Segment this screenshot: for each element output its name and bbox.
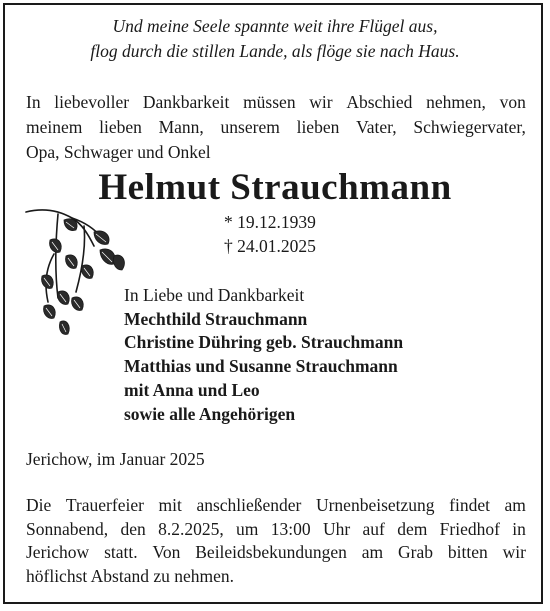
deceased-name: Helmut Strauchmann	[98, 167, 452, 208]
mourners-heading: In Liebe und Dankbarkeit	[124, 285, 305, 305]
word: Schwiegervater,	[413, 117, 526, 137]
word: dem	[397, 518, 428, 539]
ceremony-line-4: höflichst Abstand zu nehmen.	[26, 565, 235, 586]
mourner-name: sowie alle Angehörigen	[124, 403, 296, 424]
word: Trauerfeier	[65, 495, 144, 515]
word: Sonnabend,	[26, 518, 109, 539]
word: lieben	[99, 117, 142, 137]
mourner-name: Mechthild Strauchmann	[124, 308, 308, 329]
word: mit	[158, 495, 182, 515]
word: statt.	[104, 542, 138, 562]
word: Jerichow	[26, 542, 90, 562]
word: Vater,	[356, 117, 397, 137]
word: liebevoller	[54, 92, 130, 112]
poem-line-1: Und meine Seele spannte weit ihre Flügel aus,	[112, 16, 438, 36]
word: anschließender	[196, 495, 302, 515]
ceremony-line-1	[26, 494, 526, 518]
word: Von	[152, 542, 181, 562]
poem-line-2: flog durch die stillen Lande, als flöge sie nach Haus.	[90, 41, 460, 61]
place-date: Jerichow, im Januar 2025	[26, 449, 205, 469]
word: wir	[502, 542, 526, 562]
word: Friedhof	[439, 518, 500, 539]
word: 8.2.2025,	[158, 518, 224, 539]
life-dates	[224, 210, 316, 258]
word: am	[504, 495, 526, 515]
ceremony-text	[26, 494, 526, 588]
birth-date: * 19.12.1939	[224, 212, 316, 232]
word: Beileidsbekundungen	[195, 542, 347, 562]
poem	[0, 14, 550, 64]
birch-branch-icon	[24, 206, 128, 346]
word: wir	[309, 92, 333, 112]
word: meinem	[26, 117, 83, 137]
ceremony-line-3	[26, 541, 526, 565]
mourner-name: Matthias und Susanne Strauchmann	[124, 356, 398, 377]
word: lieben	[296, 117, 340, 137]
intro-text	[26, 90, 526, 165]
word: in	[512, 518, 526, 539]
word: In	[26, 92, 41, 112]
word: Grab	[398, 542, 434, 562]
word: Mann,	[158, 117, 204, 137]
intro-line-2	[26, 115, 526, 140]
word: müssen	[243, 92, 296, 112]
word: nehmen,	[426, 92, 486, 112]
death-date: † 24.01.2025	[224, 236, 316, 256]
word: unserem	[220, 117, 280, 137]
word: von	[499, 92, 526, 112]
word: Abschied	[346, 92, 413, 112]
word: am	[361, 542, 384, 562]
word: Die	[26, 495, 52, 515]
word: Dankbarkeit	[142, 92, 230, 112]
word: auf	[362, 518, 385, 539]
word: Uhr	[322, 518, 351, 539]
intro-line-1	[26, 90, 526, 115]
mourner-name: mit Anna und Leo	[124, 379, 260, 400]
mourners	[124, 284, 403, 426]
word: um	[236, 518, 259, 539]
mourner-name: Christine Dühring geb. Strauchmann	[124, 332, 404, 353]
intro-line-3: Opa, Schwager und Onkel	[26, 142, 211, 162]
word: den	[120, 518, 146, 539]
ceremony-line-2	[26, 518, 526, 542]
word: bitten	[447, 542, 488, 562]
word: 13:00	[270, 518, 311, 539]
word: Urnenbeisetzung	[315, 495, 435, 515]
word: findet	[449, 495, 490, 515]
